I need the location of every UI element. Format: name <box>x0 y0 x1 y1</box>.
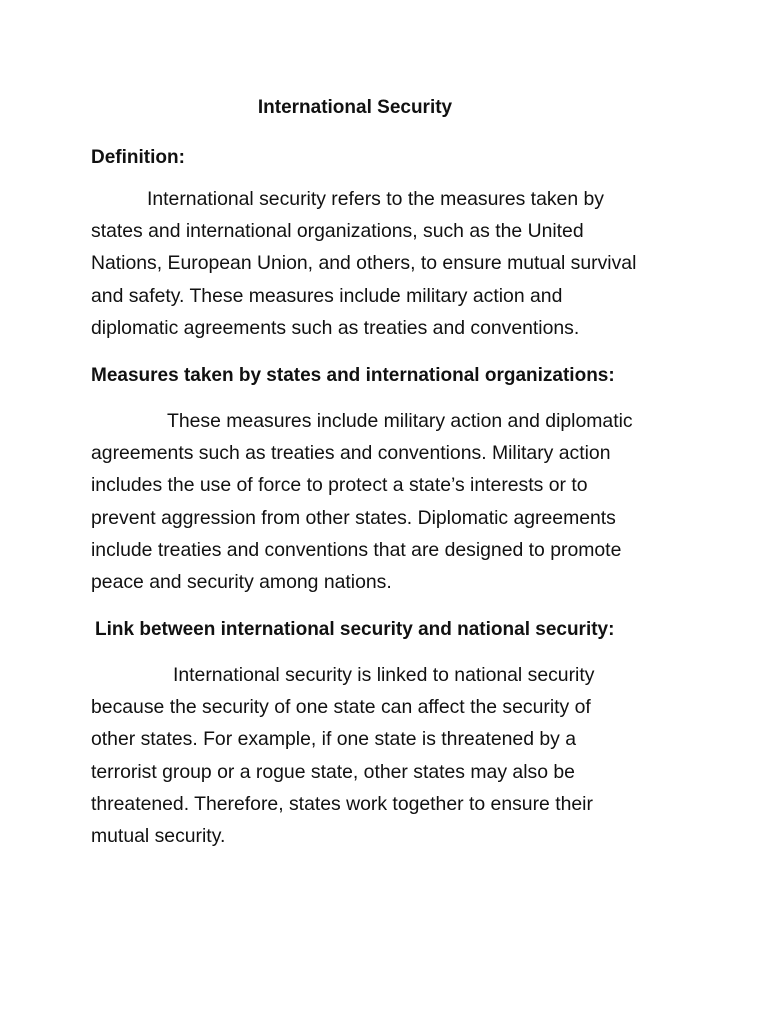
paragraph-line: states and international organizations, such as the United <box>91 220 584 243</box>
section-heading-measures: Measures taken by states and international organizations: <box>91 365 615 386</box>
paragraph-line: terrorist group or a rogue state, other states may also be <box>91 760 575 783</box>
section-paragraph-link <box>91 659 691 852</box>
paragraph-line: Nations, European Union, and others, to ensure mutual survival <box>91 252 637 275</box>
paragraph-line: mutual security. <box>91 825 226 848</box>
paragraph-line: These measures include military action and diplomatic <box>167 410 633 432</box>
paragraph-line: because the security of one state can affect the security of <box>91 696 591 719</box>
paragraph-line: International security is linked to national security <box>173 664 595 686</box>
paragraph-line: International security refers to the measures taken by <box>147 188 604 210</box>
paragraph-line: threatened. Therefore, states work together to ensure their <box>91 792 593 815</box>
section-heading-definition: Definition: <box>91 147 185 168</box>
paragraph-line: other states. For example, if one state is threatened by a <box>91 728 577 751</box>
paragraph-line: prevent aggression from other states. Diplomatic agreements <box>91 506 616 529</box>
section-paragraph-measures <box>91 405 691 598</box>
section-paragraph-definition <box>91 183 691 344</box>
section-heading-link: Link between international security and national security: <box>95 619 615 640</box>
paragraph-line: agreements such as treaties and conventions. Military action <box>91 442 611 465</box>
paragraph-line: and safety. These measures include military action and <box>91 284 563 307</box>
paragraph-line: diplomatic agreements such as treaties and conventions. <box>91 316 580 339</box>
paragraph-line: includes the use of force to protect a state’s interests or to <box>91 474 588 497</box>
paragraph-line: include treaties and conventions that are designed to promote <box>91 538 622 561</box>
paragraph-line: peace and security among nations. <box>91 571 392 594</box>
document-title: International Security <box>257 97 453 118</box>
